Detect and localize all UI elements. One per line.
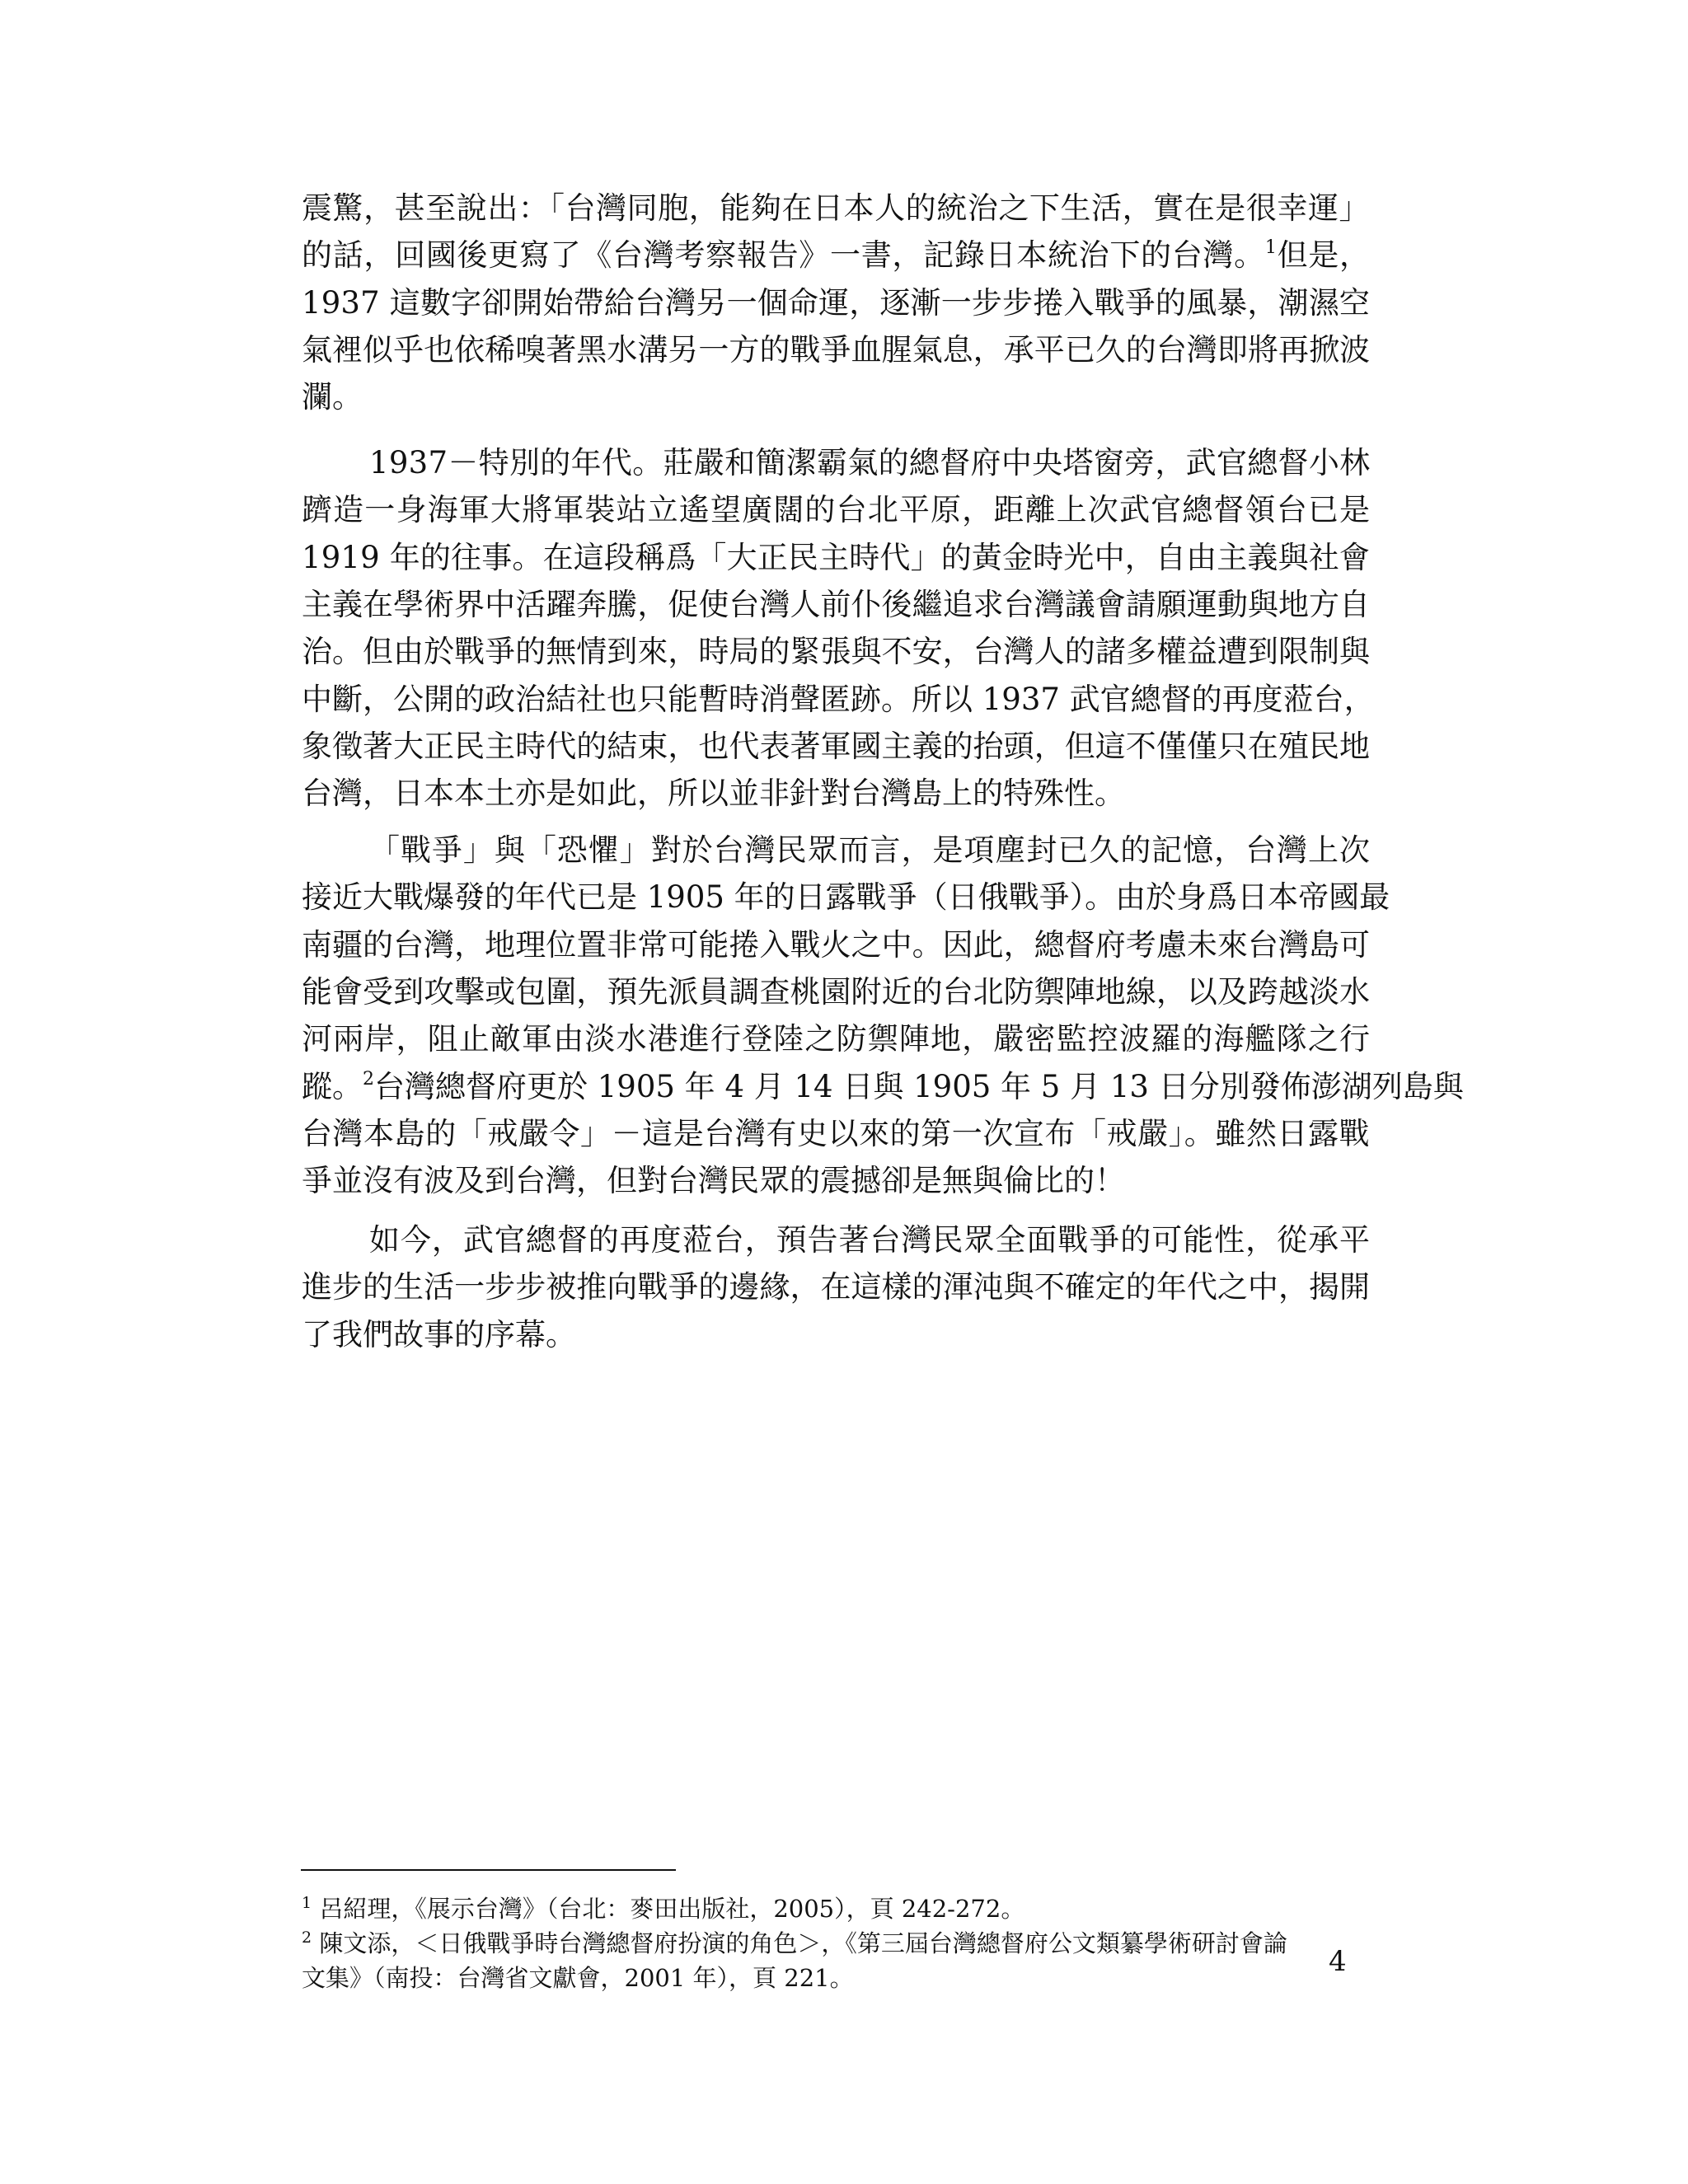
paragraph-line [369,827,1371,874]
line-text: 治。但由於戰爭的無情到來，時局的緊張與不安，台灣人的諸多權益遭到限制與 [302,634,1371,670]
line-text: 能會受到攻擊或包圍，預先派員調查桃園附近的台北防禦陣地線，以及跨越淡水 [302,973,1371,1010]
paragraph-line [302,280,1370,326]
paragraph-line [302,1064,1464,1110]
paragraph-line [302,1264,1370,1310]
line-text: 「戰爭」與「恐懼」對於台灣民眾而言，是項塵封已久的記憶，台灣上次 [369,832,1371,868]
paragraph-line [302,629,1370,675]
paragraph-line [302,874,1390,921]
paragraph-line [302,724,1370,770]
line-text: 台灣總督府更於 1905 年 4 月 14 日與 1905 年 5 月 13 日分別發佈澎湖列島與 [374,1068,1464,1104]
line-text: 爭並沒有波及到台灣，但對台灣民眾的震撼卻是無與倫比的！ [302,1163,1125,1199]
paragraph-line [302,969,1370,1015]
line-text: 震驚，甚至說出：「台灣同胞，能夠在日本人的統治之下生活，實在是很幸運」 [302,190,1371,226]
line-text: 台灣本島的「戒嚴令」－這是台灣有史以來的第一次宣布「戒嚴」。雖然日露戰 [302,1115,1371,1151]
line-text: 河兩岸，阻止敵軍由淡水港進行登陸之防禦陣地，嚴密監控波羅的海艦隊之行 [302,1021,1372,1057]
line-text: 接近大戰爆發的年代已是 1905 年的日露戰爭（日俄戰爭）。由於身爲日本帝國最 [302,879,1390,916]
paragraph-line [302,677,1375,723]
line-text: 如今，武官總督的再度蒞台，預告著台灣民眾全面戰爭的可能性，從承平 [369,1222,1371,1258]
footnote-line [302,1961,854,1995]
line-text: 瀾。 [302,379,363,415]
line-text: 氣裡似乎也依稀嗅著黑水溝另一方的戰爭血腥氣息，承平已久的台灣即將再掀波 [302,331,1371,368]
line-text: 主義在學術界中活躍奔騰，促使台灣人前仆後繼追求台灣議會請願運動與地方自 [302,586,1371,622]
line-text: 1937－特別的年代。莊嚴和簡潔霸氣的總督府中央塔窗旁，武官總督小林 [369,445,1371,480]
footnote-line [302,1926,1287,1961]
footnote-line [302,1891,1025,1926]
line-text: 南疆的台灣，地理位置非常可能捲入戰火之中。因此，總督府考慮未來台灣島可 [302,926,1371,963]
line-text: 1937 這數字卻開始帶給台灣另一個命運，逐漸一步步捲入戰爭的風暴，潮濕空 [302,284,1371,321]
line-text: 中斷，公開的政治結社也只能暫時消聲匿跡。所以 1937 武官總督的再度蒞台， [302,681,1375,717]
paragraph-line [302,582,1370,628]
line-text: 躋造一身海軍大將軍裝站立遙望廣闊的台北平原，距離上次武官總督領台已是 [302,492,1372,528]
footnote-ref: 2 [363,1068,374,1090]
paragraph-line [369,1217,1371,1263]
paragraph-line [302,374,363,420]
paragraph-line [302,327,1370,373]
paragraph-line [302,771,1125,817]
paragraph-line [302,922,1370,968]
paragraph-line [369,440,1370,486]
footnote-text: 陳文添，＜日俄戰爭時台灣總督府扮演的角色＞，《第三屆台灣總督府公文類纂學術研討會論 [319,1929,1287,1957]
line-text: 的話，回國後更寫了《台灣考察報告》一書，記錄日本統治下的台灣。 [302,237,1265,274]
footnote-divider [301,1869,676,1871]
paragraph-line [302,185,1370,232]
line-text: 台灣，日本本土亦是如此，所以並非針對台灣島上的特殊性。 [302,776,1125,812]
paragraph-line [302,1016,1371,1062]
paragraph-line [302,232,1371,279]
line-text: 但是， [1277,237,1371,274]
page-number: 4 [1329,1945,1347,1978]
paragraph-line [302,1158,1125,1204]
line-text: 象徵著大正民主時代的結束，也代表著軍國主義的抬頭，但這不僅僅只在殖民地 [302,728,1371,764]
paragraph-line [302,1111,1370,1157]
paragraph-line [302,535,1370,581]
footnote-text: 文集》（南投：台灣省文獻會，2001 年），頁 221。 [302,1964,854,1992]
line-text: 了我們故事的序幕。 [302,1316,576,1352]
footnote-ref: 1 [1264,237,1278,259]
footnote-text: 呂紹理，《展示台灣》（台北：麥田出版社，2005），頁 242-272。 [319,1895,1025,1923]
line-text: 進步的生活一步步被推向戰爭的邊緣，在這樣的渾沌與不確定的年代之中，揭開 [302,1269,1371,1305]
line-text: 蹤。 [302,1068,363,1104]
footnote-number: 2 [302,1929,312,1947]
footnote-number: 1 [302,1894,312,1912]
line-text: 1919 年的往事。在這段稱爲「大正民主時代」的黃金時光中，自由主義與社會 [302,539,1371,575]
paragraph-line [302,487,1371,533]
paragraph-line [302,1312,576,1358]
